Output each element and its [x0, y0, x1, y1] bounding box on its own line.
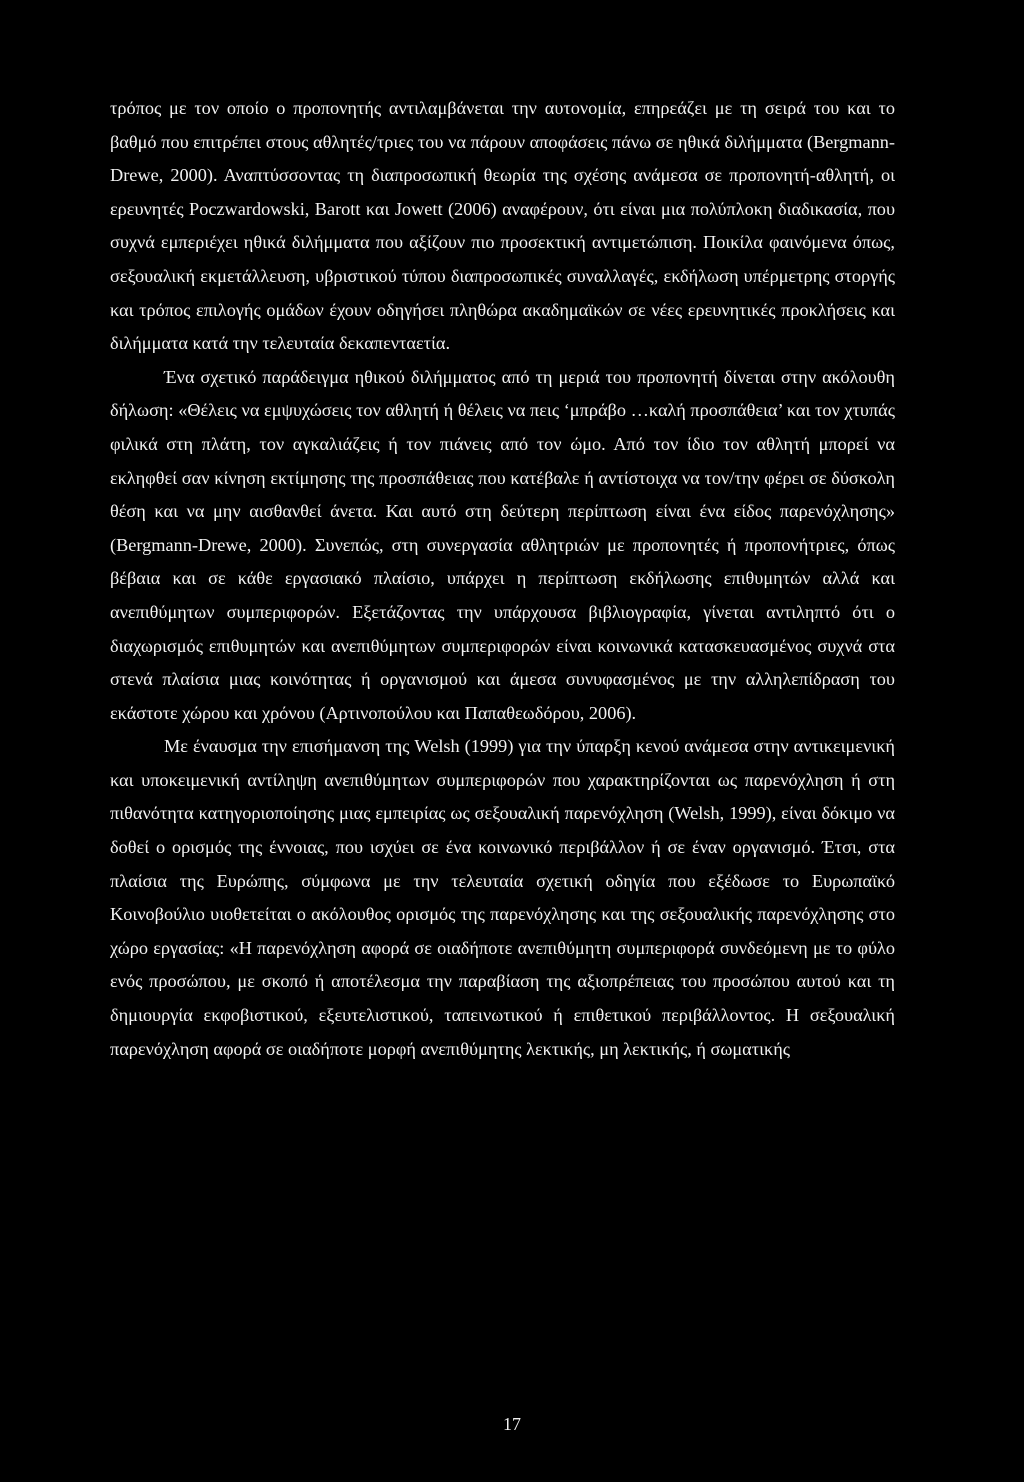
page-number: 17 — [503, 1414, 521, 1434]
body-text — [110, 92, 895, 1066]
paragraph-1: τρόπος με τον οποίο ο προπονητής αντιλαμβάνεται την αυτονομία, επηρεάζει με τη σειρά του και το βαθμό που επιτρέπει στους αθλητές/τριες του να πάρουν αποφάσεις πάνω σε ηθικά διλήμματα (Bergmann-Drewe, 2000). Αναπτύσσοντας τη διαπροσωπική θεωρία της σχέσης ανάμεσα σε προπονητή-αθλητή, οι ερευνητές Poczwardowski, Barott και Jowett (2006) αναφέρουν, ότι είναι μια πολύπλοκη διαδικασία, που συχνά εμπεριέχει ηθικά διλήμματα που αξίζουν πιο προσεκτική αντιμετώπιση. Ποικίλα φαινόμενα όπως, σεξουαλική εκμετάλλευση, υβριστικού τύπου διαπροσωπικές συναλλαγές, εκδήλωση υπέρμετρης στοργής και τρόπος επιλογής ομάδων έχουν οδηγήσει πληθώρα ακαδημαϊκών σε νέες ερευνητικές προκλήσεις και διλήμματα κατά την τελευταία δεκαπενταετία. — [110, 98, 895, 354]
paragraph-3: Με έναυσμα την επισήμανση της Welsh (1999) για την ύπαρξη κενού ανάμεσα στην αντικειμενική και υποκειμενική αντίληψη ανεπιθύμητων συμπεριφορών που χαρακτηρίζονται ως παρενόχληση ή στη πιθανότητα κατηγοριοποίησης μιας εμπειρίας ως σεξουαλική παρενόχληση (Welsh, 1999), είναι δόκιμο να δοθεί ο ορισμός της έννοιας, που ισχύει σε ένα κοινωνικό περιβάλλον ή σε έναν οργανισμό. Έτσι, στα πλαίσια της Ευρώπης, σύμφωνα με την τελευταία σχετική οδηγία που εξέδωσε το Ευρωπαϊκό Κοινοβούλιο υιοθετείται ο ακόλουθος ορισμός της παρενόχλησης και της σεξουαλικής παρενόχλησης στο χώρο εργασίας: «Η παρενόχληση αφορά σε οιαδήποτε ανεπιθύμητη συμπεριφορά συνδεόμενη με το φύλο ενός προσώπου, με σκοπό ή αποτέλεσμα την παραβίαση της αξιοπρέπειας του προσώπου αυτού και τη δημιουργία εκφοβιστικού, εξευτελιστικού, ταπεινωτικού ή επιθετικού περιβάλλοντος. Η σεξουαλική παρενόχληση αφορά σε οιαδήποτε μορφή ανεπιθύμητης λεκτικής, μη λεκτικής, ή σωματικής — [110, 736, 895, 1059]
paragraph-2: Ένα σχετικό παράδειγμα ηθικού διλήμματος από τη μεριά του προπονητή δίνεται στην ακόλουθη δήλωση: «Θέλεις να εμψυχώσεις τον αθλητή ή θέλεις να πεις ‘μπράβο …καλή προσπάθεια’ και τον χτυπάς φιλικά στη πλάτη, τον αγκαλιάζεις ή τον πιάνεις από τον ώμο. Από τον ίδιο τον αθλητή μπορεί να εκληφθεί σαν κίνηση εκτίμησης της προσπάθειας που κατέβαλε ή αντίστοιχα να τον/την φέρει σε δύσκολη θέση και να μην αισθανθεί άνετα. Και αυτό στη δεύτερη περίπτωση είναι ένα είδος παρενόχλησης» (Bergmann-Drewe, 2000). Συνεπώς, στη συνεργασία αθλητριών με προπονητές ή προπονήτριες, όπως βέβαια και σε κάθε εργασιακό πλαίσιο, υπάρχει η περίπτωση εκδήλωσης επιθυμητών αλλά και ανεπιθύμητων συμπεριφορών. Εξετάζοντας την υπάρχουσα βιβλιογραφία, γίνεται αντιληπτό ότι ο διαχωρισμός επιθυμητών και ανεπιθύμητων συμπεριφορών είναι κοινωνικά κατασκευασμένος συχνά στα στενά πλαίσια μιας κοινότητας ή οργανισμού και άμεσα συνυφασμένος με την αλληλεπίδραση του εκάστοτε χώρου και χρόνου (Αρτινοπούλου και Παπαθεωδόρου, 2006). — [110, 366, 895, 723]
